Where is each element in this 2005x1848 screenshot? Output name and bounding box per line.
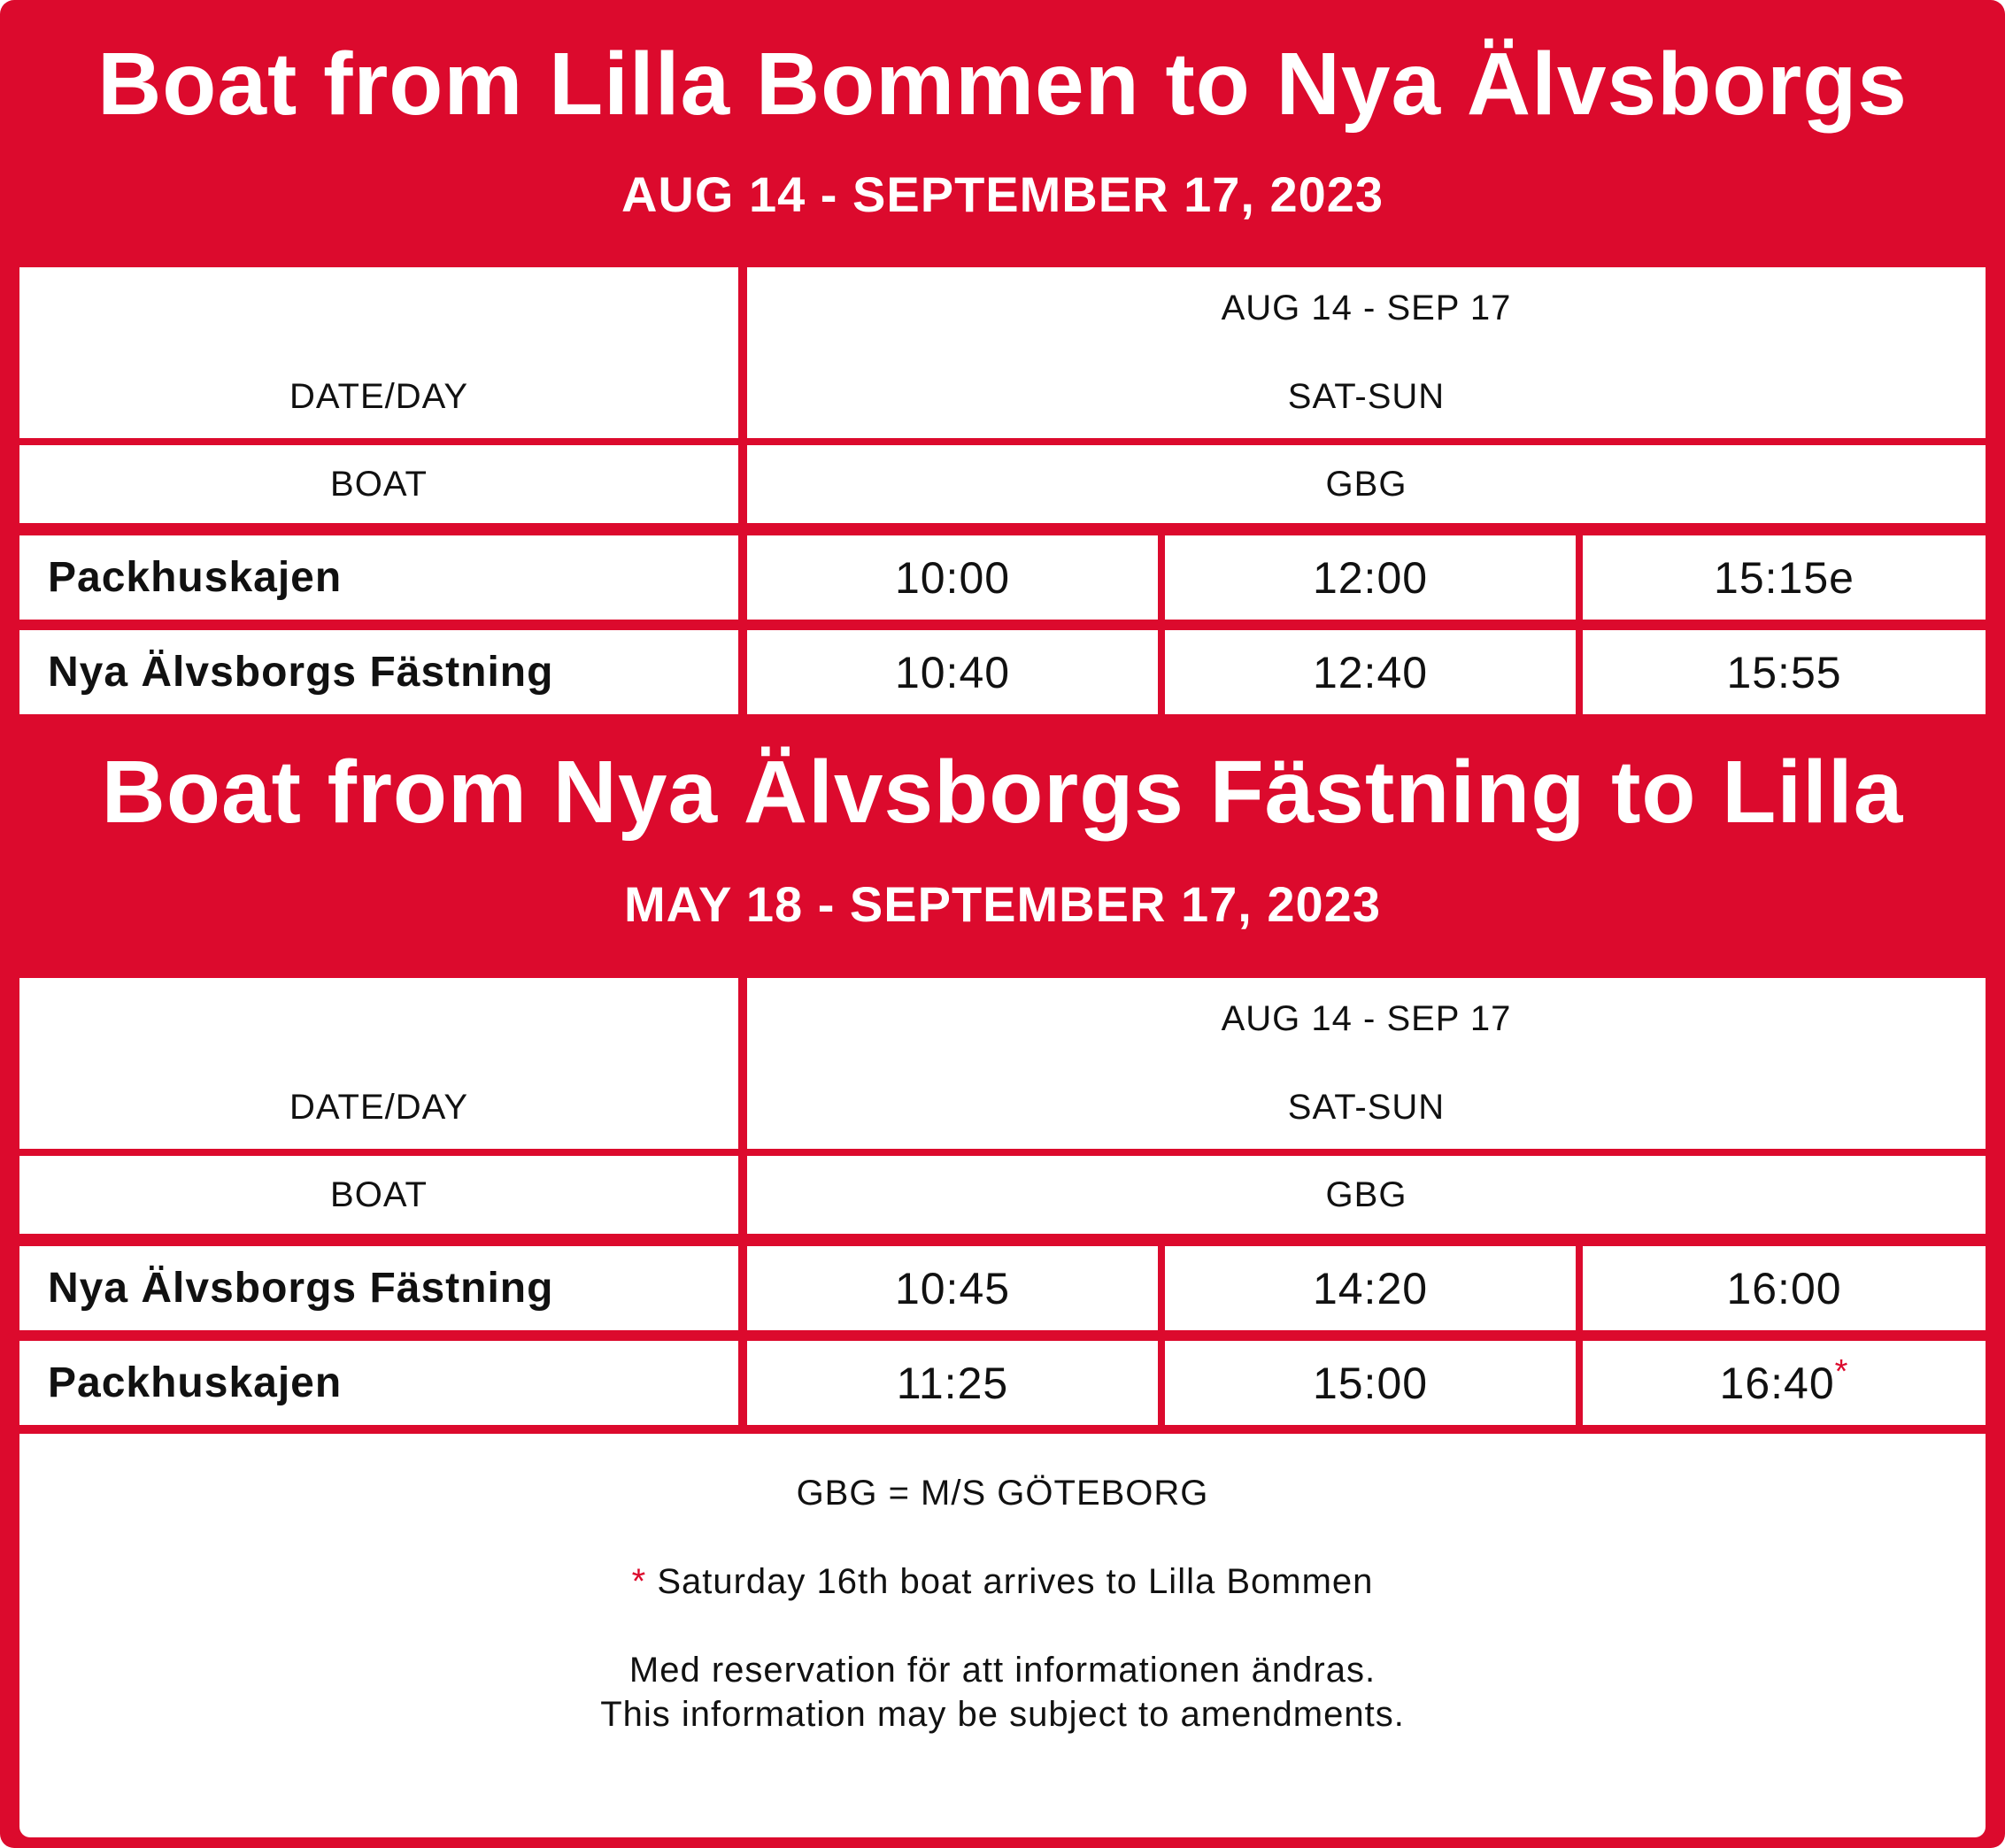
- boat-label-cell: BOAT: [19, 445, 738, 523]
- arrival-time: 15:55: [1583, 630, 1986, 714]
- arrival-time: 10:40: [747, 630, 1158, 714]
- date-day-header-cell: [19, 267, 738, 438]
- schedule-header-cell: [747, 267, 1986, 438]
- stop-name: Nya Älvsborgs Fästning: [19, 1246, 738, 1330]
- departure-time: 10:00: [747, 535, 1158, 620]
- arrival-time: 16:40: [1719, 1358, 1835, 1408]
- departure-time: 16:00: [1583, 1246, 1986, 1330]
- departure-time: 10:45: [747, 1246, 1158, 1330]
- footnote-marker: *: [631, 1562, 647, 1601]
- arrival-time: 11:25: [747, 1341, 1158, 1425]
- schedule-header-cell: [747, 978, 1986, 1149]
- stop-name: Nya Älvsborgs Fästning: [19, 630, 738, 714]
- boat-value-cell: GBG: [747, 445, 1986, 523]
- disclaimer-english: This information may be subject to amendments.: [600, 1695, 1405, 1734]
- period-label: AUG 14 - SEP 17: [1221, 999, 1512, 1038]
- departure-time: 12:00: [1165, 535, 1576, 620]
- disclaimer-swedish: Med reservation för att informationen ändras.: [628, 1651, 1377, 1690]
- boat-label-cell: BOAT: [19, 1156, 738, 1234]
- footnote-text: Saturday 16th boat arrives to Lilla Bommen: [657, 1562, 1374, 1601]
- date-day-label: DATE/DAY: [289, 1088, 469, 1127]
- section2-title: Boat from Nya Älvsborgs Fästning to Lilla: [101, 743, 1904, 842]
- departure-time: 14:20: [1165, 1246, 1576, 1330]
- departure-time: 15:15e: [1583, 535, 1986, 620]
- arrival-time: 12:40: [1165, 630, 1576, 714]
- section2-subtitle: MAY 18 - SEPTEMBER 17, 2023: [624, 876, 1381, 932]
- section1-title: Boat from Lilla Bommen to Nya Älvsborgs: [97, 35, 1908, 134]
- date-day-label: DATE/DAY: [289, 377, 469, 416]
- section1-subtitle: AUG 14 - SEPTEMBER 17, 2023: [621, 166, 1384, 222]
- stop-name: Packhuskajen: [19, 1341, 738, 1425]
- period-label: AUG 14 - SEP 17: [1221, 289, 1512, 327]
- footnote: [19, 1559, 1986, 1604]
- boat-value-cell: GBG: [747, 1156, 1986, 1234]
- arrival-time: 15:00: [1165, 1341, 1576, 1425]
- boat-legend: GBG = M/S GÖTEBORG: [796, 1474, 1209, 1513]
- date-day-header-cell: [19, 978, 738, 1149]
- stop-name: Packhuskajen: [19, 535, 738, 620]
- days-label: SAT-SUN: [1287, 1088, 1446, 1127]
- arrival-time-with-note: [1583, 1341, 1986, 1425]
- footnote-marker: *: [1834, 1353, 1849, 1390]
- footer-notes: [19, 1434, 1986, 1837]
- days-label: SAT-SUN: [1287, 377, 1446, 416]
